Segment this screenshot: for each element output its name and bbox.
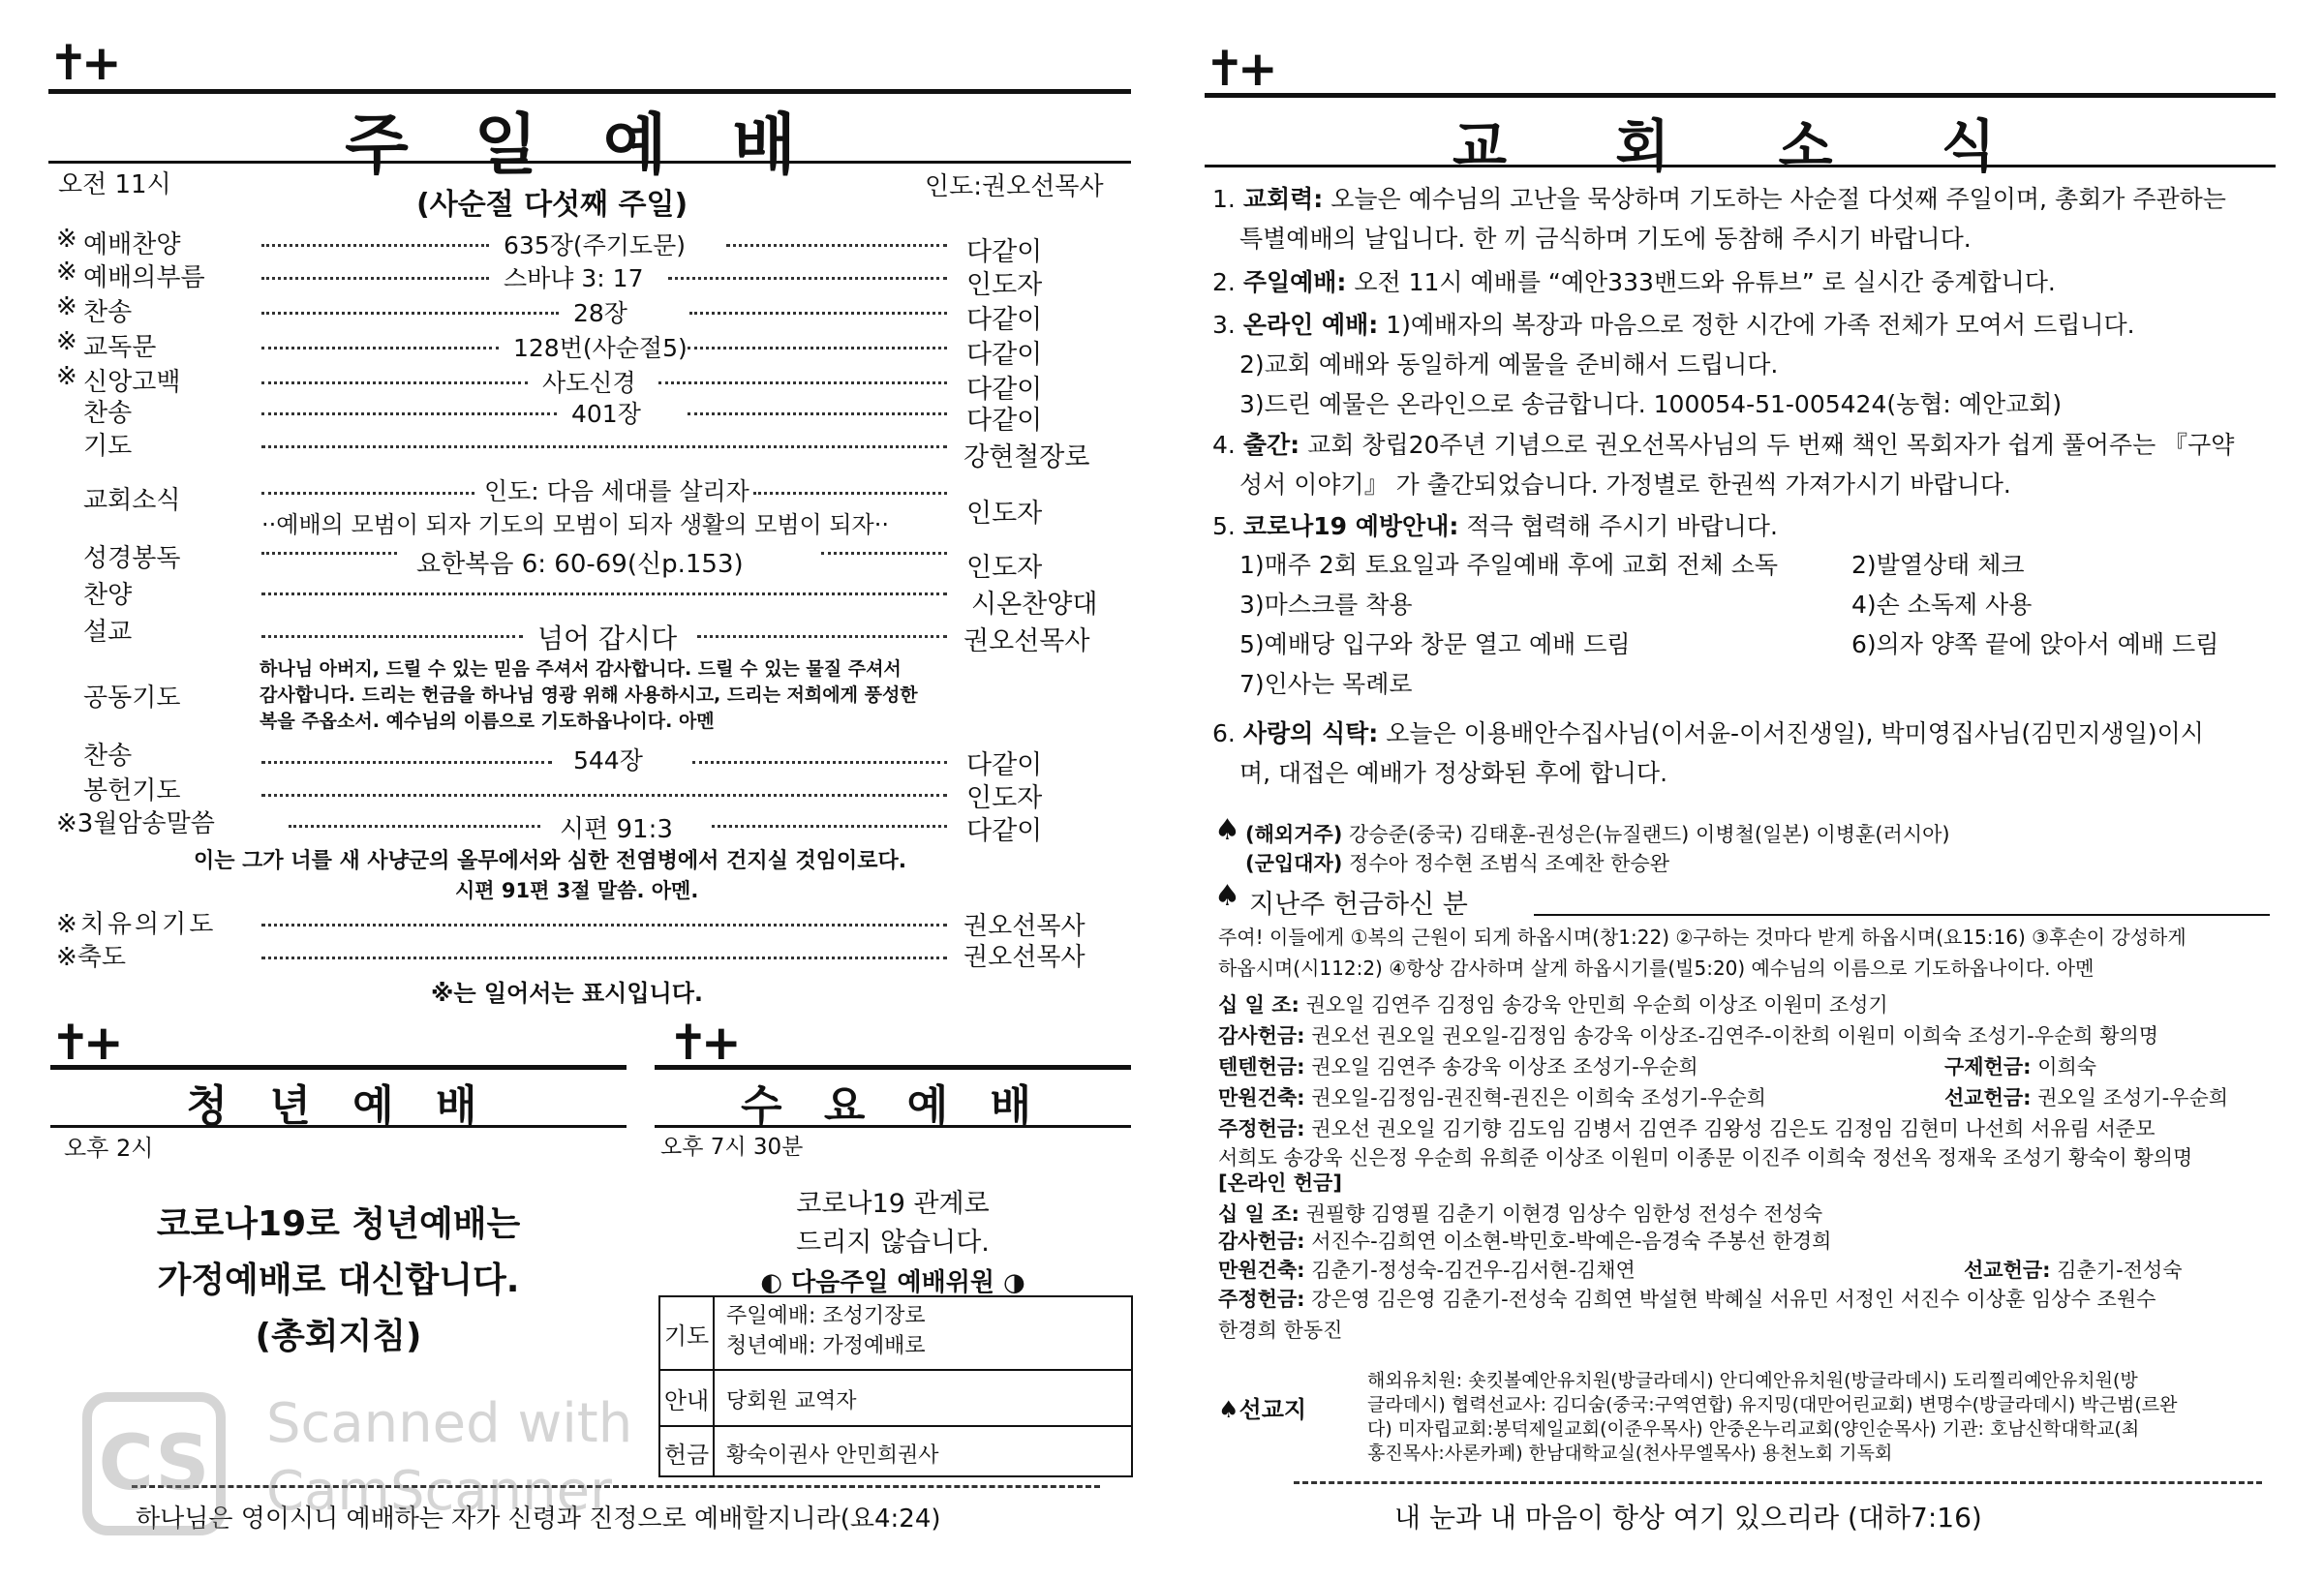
order-label: 예배찬양 xyxy=(83,230,181,259)
cross-icon: ✝+ xyxy=(50,1015,116,1071)
dots xyxy=(261,412,557,415)
dots xyxy=(658,381,947,384)
header-rule xyxy=(655,1065,1131,1070)
cross-icon: ✝+ xyxy=(668,1015,734,1071)
news-line1: 인도: 다음 세대를 살리자 xyxy=(484,477,749,505)
news-item: 3. 온라인 예배: 1)예배자의 복장과 마음으로 정한 시간에 가족 전체가 모여서 드립니다. xyxy=(1212,311,2135,339)
offering-title-rule xyxy=(1534,914,2270,916)
offering-row: 만원건축: 권오일-김정임-권진혁-권진은 이희숙 조성기-우순희 xyxy=(1218,1086,1766,1109)
blessing-label: ※축도 xyxy=(56,943,127,972)
news-item-line: 며, 대접은 예배가 정상화된 후에 합니다. xyxy=(1239,759,1668,787)
covid-rule: 6)의자 양쪽 끝에 앉아서 예배 드림 xyxy=(1851,630,2219,658)
camscanner-logo: CS xyxy=(82,1392,226,1535)
order-label: 찬송 xyxy=(83,399,133,428)
covid-rule: 7)인사는 목례로 xyxy=(1239,670,1413,698)
committee-row xyxy=(660,1297,1131,1369)
church-news-title: 교 회 소 식 xyxy=(1452,113,2040,179)
sunday-worship-title: 주 일 예 배 xyxy=(345,107,817,184)
army-row: (군입대자) 정수아 정수현 조범식 조예찬 한승완 xyxy=(1245,852,1670,875)
dots xyxy=(688,347,947,349)
dots xyxy=(261,347,499,349)
news-item-line: 성서 이야기』 가 출간되었습니다. 가정별로 한권씩 가져가시기 바랍니다. xyxy=(1239,471,2011,499)
scripture-right: 인도자 xyxy=(966,553,1043,583)
committee-row xyxy=(660,1369,1131,1425)
anthem-label: 찬양 xyxy=(83,581,133,610)
order-label: 신앙고백 xyxy=(83,368,181,397)
offering-row: 만원건축: 김춘기-정성숙-김건우-김서현-김채연 xyxy=(1218,1259,1636,1282)
blessing-right: 권오선목사 xyxy=(963,943,1086,972)
memory-ref: 시편 91편 3절 말씀. 아멘. xyxy=(455,879,699,902)
covid-rule: 2)발열상태 체크 xyxy=(1851,551,2025,579)
news-item-line: 3)드린 예물은 온라인으로 송금합니다. 100054-51-005424(농협: 예안교회) xyxy=(1239,390,2063,418)
memory-text: 이는 그가 너를 새 사냥군의 올무에서와 심한 전염병에서 건지실 것임이로다. xyxy=(194,849,907,873)
worship-leader: 인도:권오선목사 xyxy=(925,172,1104,201)
dots xyxy=(289,825,540,828)
order-label: 예배의부름 xyxy=(83,263,205,292)
cross-icon: ✝+ xyxy=(1205,41,1270,97)
dots xyxy=(726,244,947,247)
youth-time: 오후 2시 xyxy=(64,1135,154,1162)
order-right: 강현철장로 xyxy=(963,442,1090,472)
left-footer-verse: 하나님은 영이시니 예배하는 자가 신령과 진정으로 예배할지니라(요4:24) xyxy=(136,1504,941,1534)
sermon-right: 권오선목사 xyxy=(963,626,1090,656)
dots xyxy=(261,592,947,595)
offering-row: 서희도 송강욱 신은정 우순희 유희준 이상조 이원미 이종문 이진주 이희숙 정선옥 정재욱 조성기 황숙이 황의명 xyxy=(1218,1146,2193,1170)
offering-row: 주정헌금: 권오선 권오일 김기향 김도임 김병서 김연주 김왕성 김은도 김정임 김현미 나선희 서유림 서준모 xyxy=(1218,1117,2156,1140)
news-item: 6. 사랑의 식탁: 오늘은 이용배안수집사님(이서윤-이서진생일), 박미영집사님(김민지생일)이시 xyxy=(1212,719,2204,747)
dots xyxy=(261,635,523,638)
memory-label: ※3월암송말씀 xyxy=(56,809,215,838)
offering-row: 십 일 조: 권오일 김연주 김정임 송강욱 안민희 우순희 이상조 이원미 조성기 xyxy=(1218,993,1888,1017)
committee-row xyxy=(660,1425,1131,1477)
online-title: [온라인 헌금] xyxy=(1218,1171,1342,1195)
scripture-center: 요한복음 6: 60-69(신p.153) xyxy=(416,550,744,579)
committee-key: 안내 xyxy=(660,1371,715,1425)
news-label: 교회소식 xyxy=(83,486,181,515)
order-center: 635장(주기도문) xyxy=(504,231,686,259)
committee-title: ◐ 다음주일 예배위원 ◑ xyxy=(760,1268,1025,1297)
stand-mark: ※ xyxy=(56,327,77,356)
news-item: 4. 출간: 교회 창립20주년 기념으로 권오선목사님의 두 번째 책인 목회자가 쉽게 풀어주는 『구약 xyxy=(1212,431,2235,459)
prayer-text: 하나님 아버지, 드릴 수 있는 믿음 주셔서 감사합니다. 드릴 수 있는 물질 주셔서 감사합니다. 드리는 헌금을 하나님 영광 위해 사용하시고, 드리는 저희에게 풍성한 복을 주옵소서. 예수님의 이름으로 기도하옵나이다. 아멘 xyxy=(260,658,918,732)
offering-row: 텐텐헌금: 권오일 김연주 송강욱 이상조 조성기-우순희 xyxy=(1218,1055,1698,1079)
stand-mark: ※ xyxy=(56,362,77,391)
dots xyxy=(261,957,947,959)
dots xyxy=(689,312,947,315)
dots xyxy=(261,924,947,927)
worship-time: 오전 11시 xyxy=(58,170,171,199)
anthem-right: 시온찬양대 xyxy=(971,590,1098,620)
title-underline xyxy=(655,1125,1131,1128)
wednesday-time: 오후 7시 30분 xyxy=(660,1135,804,1160)
title-underline xyxy=(48,161,1131,164)
scripture-label: 성경봉독 xyxy=(83,544,181,573)
camscanner-watermark xyxy=(82,1382,663,1537)
news-line2: ··예배의 모범이 되자 기도의 모범이 되자 생활의 모범이 되자·· xyxy=(261,511,889,538)
news-item: 1. 교회력: 오늘은 예수님의 고난을 묵상하며 기도하는 사순절 다섯째 주일이며, 총회가 주관하는 xyxy=(1212,185,2226,213)
offering-row: 감사헌금: 서진수-김희연 이소현-박민호-박예은-음경숙 주봉선 한경희 xyxy=(1218,1230,1832,1253)
header-rule xyxy=(1205,93,2276,98)
wednesday-body: 코로나19 관계로 드리지 않습니다. xyxy=(796,1189,990,1258)
title-underline xyxy=(50,1125,627,1128)
dots xyxy=(261,244,489,247)
mission-text: 해외유치원: 숏킷볼예안유치원(방글라데시) 안디예안유치원(방글라데시) 도리찔리예안유치원(방 글라데시) 협력선교사: 김디숨(중국:구역연합) 유지밍(대만어린교회) 변명수(방글라데시) 박근범(르완 다) 미자립교회:봉덕제일교회(이준우목사) 안중온누리교회(양인순목사) 기관: 호남신학대학교(최 홍진목사:사론카페) 한남대학교실(천사무엘목사) 용천노회 기독회 xyxy=(1367,1370,2178,1464)
spade-icon: ♠ xyxy=(1214,879,1240,913)
dots xyxy=(692,761,947,764)
standing-note: ※는 일어서는 표시입니다. xyxy=(431,980,703,1007)
stand-mark: ※ xyxy=(56,225,77,254)
right-footer-verse: 내 눈과 내 마음이 항상 여기 있으리라 (대하7:16) xyxy=(1394,1502,1982,1534)
order-right: 다같이 xyxy=(966,375,1043,405)
order-label: 찬송 xyxy=(83,298,133,327)
offering-row-extra: 구제헌금: 이희숙 xyxy=(1944,1055,2097,1079)
offering-row: 주정헌금: 강은영 김은영 김춘기-전성숙 김희연 박설현 박혜실 서유민 서정인 서진수 이상훈 임상수 조원수 xyxy=(1218,1288,2156,1311)
healing-label: ※치유의기도 xyxy=(56,910,217,939)
stand-mark: ※ xyxy=(56,292,77,321)
title-underline xyxy=(1205,165,2276,167)
dots xyxy=(697,635,947,638)
news-right: 인도자 xyxy=(966,499,1043,529)
dots xyxy=(261,794,947,797)
sermon-center: 넘어 갑시다 xyxy=(537,623,678,654)
hymn2-label: 찬송 xyxy=(83,742,133,771)
stand-mark: ※ xyxy=(56,258,77,287)
dots xyxy=(712,825,947,828)
offering-row: 한경희 한동진 xyxy=(1218,1319,1343,1342)
committee-key: 기도 xyxy=(660,1297,715,1369)
watermark-line2: CamScanner xyxy=(266,1460,613,1523)
news-item-line: 2)교회 예배와 동일하게 예물을 준비해서 드립니다. xyxy=(1239,350,1779,379)
dots xyxy=(261,552,397,555)
header-rule xyxy=(50,1065,627,1070)
order-center: 28장 xyxy=(573,299,627,327)
right-page xyxy=(1162,0,2324,1580)
dots xyxy=(261,761,552,764)
order-right: 다같이 xyxy=(966,237,1043,267)
order-center: 128번(사순절5) xyxy=(513,334,688,362)
news-item: 2. 주일예배: 오전 11시 예배를 “예안333밴드와 유튜브” 로 실시간 중계합니다. xyxy=(1212,268,2056,296)
order-right: 다같이 xyxy=(966,406,1043,436)
offering-row: 감사헌금: 권오선 권오일 권오일-김정임 송강욱 이상조-김연주-이찬희 이원미 이희숙 조성기-우순희 황의명 xyxy=(1218,1024,2159,1048)
spade-icon: ♠ xyxy=(1214,813,1240,847)
sermon-label: 설교 xyxy=(83,618,133,647)
committee-value: 당회원 교역자 xyxy=(726,1389,857,1413)
dots xyxy=(261,492,474,495)
worship-subtitle: (사순절 다섯째 주일) xyxy=(416,188,688,222)
committee-table xyxy=(658,1295,1133,1477)
memory-right: 다같이 xyxy=(966,816,1043,846)
committee-key: 헌금 xyxy=(660,1427,715,1477)
offering-prayer: 주여! 이들에게 ①복의 근원이 되게 하옵시며(창1:22) ②구하는 것마다 받게 하옵시며(요15:16) ③후손이 강성하게 하옵시며(시112:2) ④항상 감사하며 살게 하옵시기를(빌5:20) 예수님의 이름으로 기도하옵나이다. 아멘 xyxy=(1218,926,2186,980)
footer-rule xyxy=(1294,1481,2262,1484)
youth-worship-title: 청 년 예 배 xyxy=(186,1081,491,1131)
dots xyxy=(261,312,559,315)
dots xyxy=(668,277,947,280)
offering-right: 인도자 xyxy=(966,783,1043,813)
order-center: 스바냐 3: 17 xyxy=(504,264,644,292)
order-right: 인도자 xyxy=(966,270,1043,300)
memory-center: 시편 91:3 xyxy=(560,815,673,844)
order-center: 사도신경 xyxy=(542,369,636,397)
order-right: 다같이 xyxy=(966,340,1043,370)
news-item: 5. 코로나19 예방안내: 적극 협력해 주시기 바랍니다. xyxy=(1212,512,1778,540)
covid-rule: 5)예배당 입구와 창문 열고 예배 드림 xyxy=(1239,630,1631,658)
healing-right: 권오선목사 xyxy=(963,912,1086,941)
dots xyxy=(261,445,947,448)
covid-rule: 3)마스크를 착용 xyxy=(1239,591,1413,619)
offering-title: 지난주 헌금하신 분 xyxy=(1249,890,1468,920)
covid-rule: 4)손 소독제 사용 xyxy=(1851,591,2033,619)
offering-row: 십 일 조: 권필향 김영필 김춘기 이현경 임상수 임한성 전성수 전성숙 xyxy=(1218,1202,1823,1226)
order-center: 401장 xyxy=(571,400,641,428)
youth-body: 코로나19로 청년예배는 가정예배로 대신합니다. (총회지침) xyxy=(156,1204,521,1356)
dots xyxy=(261,381,528,384)
abroad-row: (해외거주) 강승준(중국) 김태훈-권성은(뉴질랜드) 이병철(일본) 이병훈(러시아) xyxy=(1245,823,1950,846)
dots xyxy=(753,492,947,495)
news-item-line: 특별예배의 날입니다. 한 끼 금식하며 기도에 동참해 주시기 바랍니다. xyxy=(1239,225,1972,253)
prayer-label: 공동기도 xyxy=(83,684,181,713)
covid-rule: 1)매주 2회 토요일과 주일예배 후에 교회 전체 소독 xyxy=(1239,551,1779,579)
dots xyxy=(688,412,947,415)
order-label: 기도 xyxy=(83,432,133,461)
offering-label: 봉헌기도 xyxy=(83,776,181,805)
wednesday-worship-title: 수 요 예 배 xyxy=(741,1081,1045,1131)
mission-label: ♠선교지 xyxy=(1218,1396,1307,1423)
hymn2-center: 544장 xyxy=(573,746,643,775)
order-label: 교독문 xyxy=(83,333,157,362)
dots xyxy=(821,552,947,555)
offering-row-extra: 선교헌금: 김춘기-전성숙 xyxy=(1964,1259,2183,1282)
dots xyxy=(261,277,489,280)
offering-row-extra: 선교헌금: 권오일 조성기-우순희 xyxy=(1944,1086,2229,1109)
hymn2-right: 다같이 xyxy=(966,750,1043,780)
committee-value: 황숙이권사 안민희권사 xyxy=(726,1443,939,1468)
cross-icon: ✝+ xyxy=(48,35,114,91)
committee-value: 주일예배: 조성기장로 청년예배: 가정예배로 xyxy=(726,1304,926,1358)
order-right: 다같이 xyxy=(966,305,1043,335)
watermark-line1: Scanned with xyxy=(266,1392,633,1455)
